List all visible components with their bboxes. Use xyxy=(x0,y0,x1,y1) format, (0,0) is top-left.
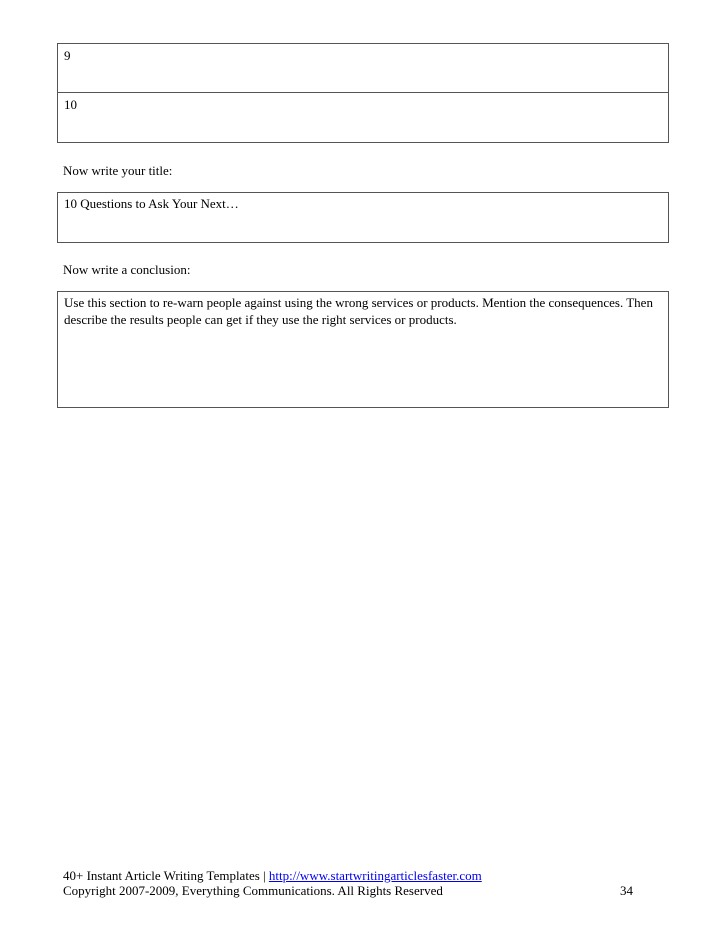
question-number-9: 9 xyxy=(64,48,71,63)
page-footer xyxy=(63,868,633,898)
answer-box-9 xyxy=(57,43,669,93)
conclusion-prompt: Now write a conclusion: xyxy=(63,262,191,277)
conclusion-text: Use this section to re-warn people against using the wrong services or products. Mention the consequences. Then describe the results people can get if they use the right services or products. xyxy=(64,295,653,327)
footer-book-title: 40+ Instant Article Writing Templates | xyxy=(63,868,266,883)
question-number-10: 10 xyxy=(64,97,77,112)
conclusion-box xyxy=(57,291,669,408)
footer-line-2 xyxy=(63,883,633,898)
title-box xyxy=(57,192,669,243)
title-text: 10 Questions to Ask Your Next… xyxy=(64,196,239,211)
title-prompt: Now write your title: xyxy=(63,163,173,178)
page-number: 34 xyxy=(620,883,633,898)
footer-copyright: Copyright 2007-2009, Everything Communications. All Rights Reserved xyxy=(63,883,443,898)
footer-line-1 xyxy=(63,868,633,883)
footer-url-link[interactable]: http://www.startwritingarticlesfaster.com xyxy=(268,868,482,883)
answer-box-10 xyxy=(57,92,669,143)
